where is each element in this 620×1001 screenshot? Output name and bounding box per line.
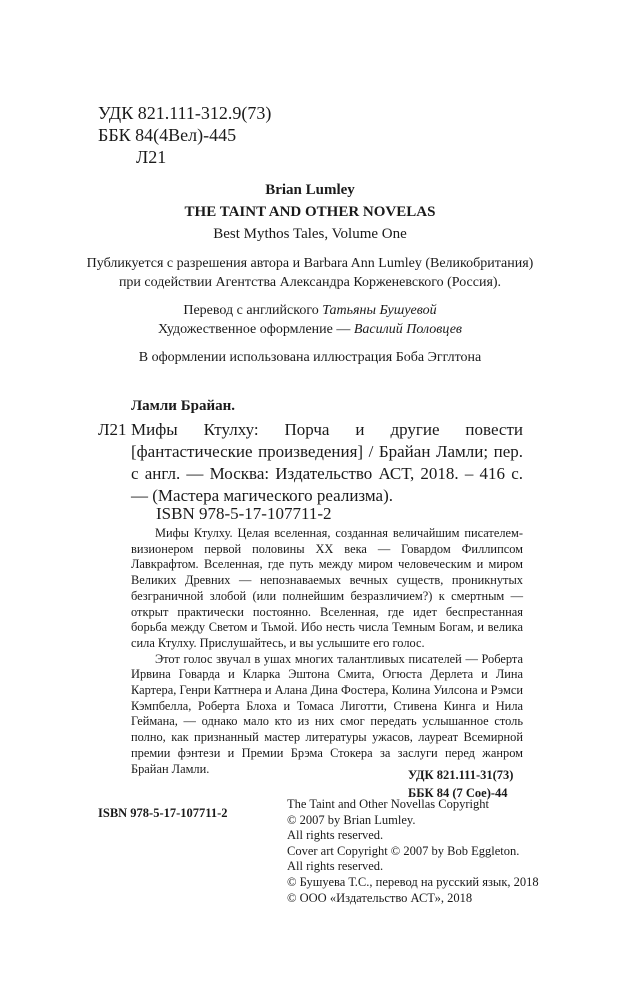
classification-codes bbox=[98, 102, 271, 168]
footer-udk: УДК 821.111-31(73) bbox=[408, 768, 514, 782]
bibliographic-mark: Л21 bbox=[98, 420, 127, 439]
isbn: ISBN 978-5-17-107711-2 bbox=[156, 504, 332, 523]
annotation bbox=[131, 526, 523, 777]
copyright-line: © Бушуева Т.С., перевод на русский язык, 2018 bbox=[287, 874, 539, 889]
design-credit: Художественное оформление — Василий Половцев bbox=[157, 322, 462, 337]
annotation-paragraph: Этот голос звучал в ушах многих талантливых писателей — Роберта Ирвина Говарда и Кларка Эштона Смита, Огюста Дерлета и Лина Картера, Генри Каттнера и Алана Дина Фостера, Колина Уилсона и Рэмси Кэмпбелла, Роберта Блоха и Томаса Лиготти, Стивена Кинга и Нила Геймана, — однако мало кто из них смог передать услышанное столь полно, как признанный мастер литературы ужасов, лауреат Всемирной премии фэнтези и Премии Брэма Стокера за заслуги перед жанром Брайан Ламли. bbox=[131, 651, 523, 776]
translation-credit: Перевод с английского Татьяны Бушуевой bbox=[183, 303, 437, 318]
copyright-line: © ООО «Издательство АСТ», 2018 bbox=[287, 890, 473, 905]
bibliographic-author: Ламли Брайан. bbox=[131, 398, 235, 414]
publication-line: при содействии Агентства Александра Корженевского (Россия). bbox=[118, 275, 502, 290]
bbk-code: ББК 84(4Вел)-445 bbox=[98, 125, 237, 145]
copyright-line: Cover art Copyright © 2007 by Bob Eggleton. bbox=[287, 843, 520, 858]
annotation-paragraph: Мифы Ктулху. Целая вселенная, созданная величайшим писателем-визионером первой половины XX века — Говардом Филлипсом Лавкрафтом. Вселенная, где путь между миром человеческим и миром Великих Древних — непознаваемых вечных существ, проникнутых безграничной злобой (или полнейшим безразличием?) к смертным — открыт практически постоянно. Вселенная, где идет беспрестанная борьба между Светом и Тьмой. Ибо несть числа Темным Богам, и велика сила Ктулху. Прислушайтесь, и вы услышите его голос. bbox=[131, 526, 523, 650]
copyright-block bbox=[287, 797, 539, 906]
series-name: Best Mythos Tales, Volume One bbox=[213, 226, 407, 242]
credits bbox=[0, 301, 620, 339]
udk-code: УДК 821.111-312.9(73) bbox=[98, 103, 272, 123]
copyright-line: All rights reserved. bbox=[287, 859, 384, 874]
footer-isbn: ISBN 978-5-17-107711-2 bbox=[98, 806, 228, 820]
translator-name: Татьяны Бушуевой bbox=[322, 303, 437, 318]
publication-line: Публикуется с разрешения автора и Barbara Ann Lumley (Великобритания) bbox=[86, 256, 534, 271]
author-mark: Л21 bbox=[136, 147, 167, 167]
original-author: Brian Lumley bbox=[265, 182, 355, 198]
illustration-credit: В оформлении использована иллюстрация Боба Эгглтона bbox=[138, 350, 482, 365]
designer-name: Василий Половцев bbox=[353, 322, 462, 337]
publication-permission bbox=[0, 254, 620, 292]
original-title: THE TAINT AND OTHER NOVELAS bbox=[184, 204, 436, 220]
bibliographic-description: Мифы Ктулху: Порча и другие повести [фантастические произведения] / Брайан Ламли; пер. с англ. — Москва: Издательство АСТ, 2018. – 416 с. — (Мастера магического реализма). bbox=[131, 420, 523, 505]
copyright-line: All rights reserved. bbox=[287, 828, 384, 843]
copyright-line: © 2007 by Brian Lumley. bbox=[287, 812, 416, 827]
copyright-line: The Taint and Other Novellas Copyright bbox=[287, 797, 489, 811]
footer-bbk: ББК 84 (7 Сое)-44 bbox=[408, 786, 508, 800]
